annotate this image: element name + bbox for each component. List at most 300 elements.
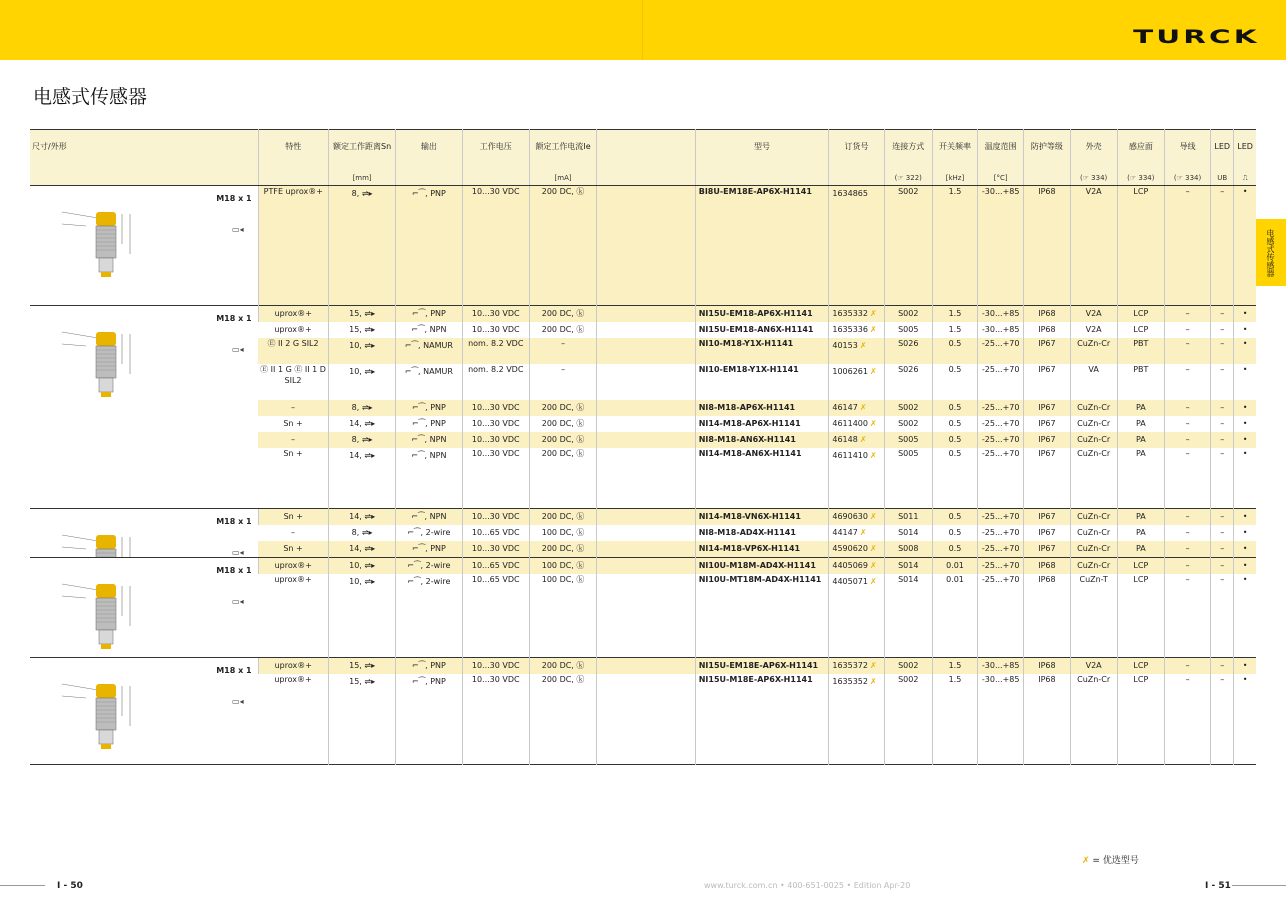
unit-cell xyxy=(462,172,529,186)
current-cell: 100 DC, ⓚ xyxy=(529,557,596,574)
side-tab[interactable]: 电感式传感器 xyxy=(1255,219,1286,286)
output-cell: ⌐⁀, PNP xyxy=(396,416,462,432)
flush-icon: ⇌▸ xyxy=(361,189,373,198)
wire-cell: – xyxy=(1164,400,1210,416)
header-cell: 外壳 xyxy=(1070,130,1117,172)
frequency-cell: 0.5 xyxy=(932,508,977,525)
table-row[interactable] xyxy=(30,508,1256,525)
flush-icon: ⇌▸ xyxy=(364,560,376,570)
turck-logo: TURCK xyxy=(1133,26,1260,48)
frequency-cell: 0.5 xyxy=(932,364,977,400)
range-cell: 10, ⇌▸ xyxy=(328,557,395,574)
face-cell: LCP xyxy=(1117,574,1164,658)
current-cell: 200 DC, ⓚ xyxy=(529,658,596,675)
switch-icon: ⌐⁀, xyxy=(412,309,428,318)
flush-icon: ⇌▸ xyxy=(361,527,373,537)
type-cell: NI15U-M18E-AP6X-H1141 xyxy=(695,674,829,764)
blank-cell xyxy=(597,400,695,416)
output-cell: ⌐⁀, PNP xyxy=(396,400,462,416)
header-cell: 尺寸/外形 xyxy=(30,130,258,172)
unit-cell: ⎍ xyxy=(1234,172,1256,186)
current-cell: 100 DC, ⓚ xyxy=(529,574,596,658)
temperature-cell: -25...+70 xyxy=(978,416,1024,432)
type-cell: NI15U-EM18-AP6X-H1141 xyxy=(695,306,829,323)
unit-cell: (☞ 334) xyxy=(1164,172,1210,186)
temperature-cell: -30...+85 xyxy=(978,674,1024,764)
preferred-mark-icon: ✗ xyxy=(870,309,877,318)
connection-cell: S014 xyxy=(884,525,932,541)
blank-cell xyxy=(597,525,695,541)
frequency-cell: 0.5 xyxy=(932,541,977,558)
unit-cell: (☞ 322) xyxy=(884,172,932,186)
led-ub-cell: – xyxy=(1211,338,1234,364)
connection-cell: S002 xyxy=(884,658,932,675)
housing-cell: VA xyxy=(1070,364,1117,400)
voltage-cell: 10...65 VDC xyxy=(462,557,529,574)
protection-cell: IP68 xyxy=(1024,574,1070,658)
order-cell[interactable]: 1634865 xyxy=(829,186,884,306)
led-switch-cell: • xyxy=(1234,508,1256,525)
temperature-cell: -25...+70 xyxy=(978,364,1024,400)
type-cell: NI14-M18-VP6X-H1141 xyxy=(695,541,829,558)
footer-line-left xyxy=(0,885,45,886)
frequency-cell: 0.5 xyxy=(932,432,977,448)
unit-cell xyxy=(695,172,829,186)
connection-cell: S011 xyxy=(884,508,932,525)
sensor-drawing-cell xyxy=(30,557,258,658)
led-ub-cell: – xyxy=(1211,525,1234,541)
connection-cell: S026 xyxy=(884,338,932,364)
output-cell: ⌐⁀, PNP xyxy=(396,541,462,558)
face-cell: PA xyxy=(1117,541,1164,558)
blank-cell xyxy=(597,306,695,323)
unit-cell: UB xyxy=(1211,172,1234,186)
order-cell[interactable]: 4405069 ✗ xyxy=(829,557,884,574)
order-cell[interactable]: 1635352 ✗ xyxy=(829,674,884,764)
protection-cell: IP68 xyxy=(1024,306,1070,323)
face-cell: PA xyxy=(1117,525,1164,541)
led-ub-cell: – xyxy=(1211,448,1234,508)
led-ub-cell: – xyxy=(1211,400,1234,416)
switch-icon: ⌐⁀, xyxy=(412,677,428,686)
output-cell: ⌐⁀, PNP xyxy=(396,658,462,675)
blank-cell xyxy=(597,186,695,306)
feature-cell: uprox®+ xyxy=(258,306,328,323)
led-switch-cell: • xyxy=(1234,364,1256,400)
protection-cell: IP68 xyxy=(1024,322,1070,338)
frequency-cell: 0.01 xyxy=(932,557,977,574)
sensor-drawing-cell xyxy=(30,508,258,557)
sensor-symbol-icon: ▭◂ xyxy=(232,596,244,606)
connection-cell: S002 xyxy=(884,674,932,764)
face-cell: LCP xyxy=(1117,306,1164,323)
unit-cell xyxy=(396,172,462,186)
frequency-cell: 0.5 xyxy=(932,525,977,541)
housing-cell: CuZn-Cr xyxy=(1070,338,1117,364)
feature-cell: Sn + xyxy=(283,449,303,458)
order-cell[interactable]: 4690630 ✗ xyxy=(829,508,884,525)
led-switch-cell: • xyxy=(1234,400,1256,416)
order-cell[interactable]: 46148 ✗ xyxy=(829,432,884,448)
frequency-cell: 1.5 xyxy=(932,186,977,306)
feature-cell: uprox®+ xyxy=(274,325,312,334)
range-cell: 15, ⇌▸ xyxy=(328,658,395,675)
housing-cell: CuZn-Cr xyxy=(1070,508,1117,525)
blank-cell xyxy=(597,364,695,400)
flush-icon: ⇌▸ xyxy=(364,661,376,670)
switch-icon: ⌐⁀, xyxy=(404,367,421,376)
type-cell: NI10-M18-Y1X-H1141 xyxy=(695,338,829,364)
switch-icon: ⌐⁀, xyxy=(407,527,424,537)
unit-cell xyxy=(1024,172,1070,186)
sensor-symbol-icon: ▭◂ xyxy=(232,345,244,354)
led-ub-cell: – xyxy=(1211,658,1234,675)
switch-icon: ⌐⁀, xyxy=(412,661,428,670)
feature-cell: – xyxy=(291,527,296,537)
preferred-note-text: = 优选型号 xyxy=(1092,856,1139,866)
flush-icon: ⇌▸ xyxy=(364,325,376,334)
feature-cell: PTFE uprox®+ xyxy=(258,186,328,306)
preferred-mark-icon: ✗ xyxy=(859,403,867,412)
feature-cell: – xyxy=(258,400,328,416)
header-cell: 特性 xyxy=(258,130,328,172)
switch-icon: ⌐⁀, xyxy=(407,576,424,586)
type-cell: BI8U-EM18E-AP6X-H1141 xyxy=(695,186,829,306)
protection-cell: IP67 xyxy=(1024,400,1070,416)
face-cell: LCP xyxy=(1117,674,1164,764)
order-cell[interactable]: 4590620 ✗ xyxy=(829,541,884,558)
feature-cell: – xyxy=(258,432,328,448)
housing-cell: CuZn-Cr xyxy=(1070,432,1117,448)
wire-cell: – xyxy=(1164,306,1210,323)
type-cell: NI8-M18-AN6X-H1141 xyxy=(695,432,829,448)
temperature-cell: -25...+70 xyxy=(978,557,1024,574)
frequency-cell: 0.5 xyxy=(932,416,977,432)
size-label: M18 x 1 xyxy=(216,666,252,675)
sensor-symbol-icon: ▭◂ xyxy=(232,225,244,234)
switch-icon: ⌐⁀, xyxy=(412,419,428,428)
temperature-cell: -30...+85 xyxy=(978,186,1024,306)
flush-icon: ⇌▸ xyxy=(361,435,373,444)
size-label: M18 x 1 xyxy=(216,565,252,575)
preferred-mark-icon: ✗ xyxy=(870,451,877,460)
led-ub-cell: – xyxy=(1211,557,1234,574)
sensor-image xyxy=(52,204,142,284)
blank-cell xyxy=(597,557,695,574)
output-cell: ⌐⁀, NAMUR xyxy=(396,338,462,364)
flush-icon: ⇌▸ xyxy=(364,543,376,553)
flush-icon: ⇌▸ xyxy=(361,403,373,412)
range-cell: 15, ⇌▸ xyxy=(328,322,395,338)
protection-cell: IP67 xyxy=(1024,541,1070,558)
header-cell: 订货号 xyxy=(829,130,884,172)
protection-cell: IP68 xyxy=(1024,658,1070,675)
preferred-mark-icon: ✗ xyxy=(870,325,877,334)
blank-cell xyxy=(597,432,695,448)
footer-line-right xyxy=(1232,885,1286,886)
order-cell[interactable]: 44147 ✗ xyxy=(829,525,884,541)
current-cell: 200 DC, ⓚ xyxy=(529,322,596,338)
feature-cell: uprox®+ xyxy=(274,675,312,684)
switch-icon: ⌐⁀, xyxy=(411,451,428,460)
sensor-drawing-cell xyxy=(30,658,258,765)
unit-cell: [°C] xyxy=(978,172,1024,186)
housing-cell: CuZn-Cr xyxy=(1070,674,1117,764)
output-cell: ⌐⁀, 2-wire xyxy=(396,574,462,658)
type-cell: NI10U-M18M-AD4X-H1141 xyxy=(695,557,829,574)
footer-contact[interactable]: www.turck.com.cn • 400-651-0025 • Edition Apr-20 xyxy=(704,881,911,890)
led-switch-cell: • xyxy=(1234,338,1256,364)
housing-cell: CuZn-Cr xyxy=(1070,557,1117,574)
led-switch-cell: • xyxy=(1234,186,1256,306)
current-cell: 200 DC, ⓚ xyxy=(529,508,596,525)
connection-cell: S014 xyxy=(884,574,932,658)
voltage-cell: 10...30 VDC xyxy=(462,448,529,508)
sensor-symbol-icon: ▭◂ xyxy=(232,697,244,706)
order-cell[interactable]: 4611400 ✗ xyxy=(829,416,884,432)
housing-cell: CuZn-Cr xyxy=(1070,400,1117,416)
type-cell: NI8-M18-AD4X-H1141 xyxy=(695,525,829,541)
header-cell: 输出 xyxy=(396,130,462,172)
feature-cell: uprox®+ xyxy=(274,574,312,584)
order-cell[interactable]: 40153 ✗ xyxy=(829,338,884,364)
feature-cell: Ⓔ II 2 G SIL2 xyxy=(258,338,328,364)
preferred-mark-icon: ✗ xyxy=(870,576,877,586)
type-cell: NI10U-MT18M-AD4X-H1141 xyxy=(695,574,829,658)
wire-cell: – xyxy=(1164,338,1210,364)
voltage-cell: 10...30 VDC xyxy=(462,400,529,416)
wire-cell: – xyxy=(1164,416,1210,432)
protection-cell: IP67 xyxy=(1024,416,1070,432)
output-cell: ⌐⁀, 2-wire xyxy=(396,525,462,541)
type-cell: NI14-M18-VN6X-H1141 xyxy=(695,508,829,525)
frequency-cell: 0.5 xyxy=(932,448,977,508)
table-row[interactable] xyxy=(30,557,1256,574)
order-cell[interactable]: 1635336 ✗ xyxy=(829,322,884,338)
unit-cell xyxy=(30,172,258,186)
unit-cell: (☞ 334) xyxy=(1117,172,1164,186)
led-switch-cell: • xyxy=(1234,322,1256,338)
output-cell: ⌐⁀, NPN xyxy=(396,448,462,508)
sensor-image xyxy=(52,576,142,656)
flush-icon: ⇌▸ xyxy=(364,341,376,350)
led-ub-cell: – xyxy=(1211,364,1234,400)
range-cell: 10, ⇌▸ xyxy=(328,574,395,658)
header-cell: 额定工作电流Ie xyxy=(529,130,596,172)
switch-icon: ⌐⁀, xyxy=(412,403,428,412)
current-cell: 200 DC, ⓚ xyxy=(529,432,596,448)
type-cell: NI10-EM18-Y1X-H1141 xyxy=(695,364,829,400)
wire-cell: – xyxy=(1164,658,1210,675)
range-cell: 8, ⇌▸ xyxy=(328,432,395,448)
face-cell: LCP xyxy=(1117,658,1164,675)
temperature-cell: -25...+70 xyxy=(978,508,1024,525)
face-cell: PA xyxy=(1117,400,1164,416)
preferred-mark-icon: ✗ xyxy=(870,560,877,570)
face-cell: PA xyxy=(1117,448,1164,508)
unit-cell: [kHz] xyxy=(932,172,977,186)
flush-icon: ⇌▸ xyxy=(364,309,376,318)
protection-cell: IP67 xyxy=(1024,364,1070,400)
preferred-mark-icon: ✗ xyxy=(870,367,877,376)
blank-cell xyxy=(597,448,695,508)
range-cell: 15, ⇌▸ xyxy=(328,306,395,323)
wire-cell: – xyxy=(1164,364,1210,400)
range-cell: 14, ⇌▸ xyxy=(328,541,395,558)
switch-icon: ⌐⁀, xyxy=(407,560,424,570)
voltage-cell: nom. 8.2 VDC xyxy=(462,364,529,400)
housing-cell: CuZn-Cr xyxy=(1070,448,1117,508)
temperature-cell: -30...+85 xyxy=(978,306,1024,323)
wire-cell: – xyxy=(1164,574,1210,658)
preferred-mark-icon: ✗ xyxy=(859,435,867,444)
connection-cell: S002 xyxy=(884,306,932,323)
protection-cell: IP67 xyxy=(1024,448,1070,508)
voltage-cell: 10...30 VDC xyxy=(462,186,529,306)
temperature-cell: -30...+85 xyxy=(978,658,1024,675)
wire-cell: – xyxy=(1164,432,1210,448)
switch-icon: ⌐⁀, xyxy=(412,543,428,553)
temperature-cell: -25...+70 xyxy=(978,574,1024,658)
unit-cell: (☞ 334) xyxy=(1070,172,1117,186)
range-cell: 8, ⇌▸ xyxy=(328,186,395,306)
housing-cell: V2A xyxy=(1070,186,1117,306)
unit-cell: [mm] xyxy=(328,172,395,186)
switch-icon: ⌐⁀, xyxy=(412,189,428,198)
face-cell: PA xyxy=(1117,416,1164,432)
output-cell: ⌐⁀, NPN xyxy=(396,432,462,448)
connection-cell: S002 xyxy=(884,416,932,432)
current-cell: 200 DC, ⓚ xyxy=(529,541,596,558)
type-cell: NI14-M18-AN6X-H1141 xyxy=(695,448,829,508)
switch-icon: ⌐⁀, xyxy=(411,325,428,334)
order-cell[interactable]: 46147 ✗ xyxy=(829,400,884,416)
current-cell: – xyxy=(529,338,596,364)
housing-cell: CuZn-Cr xyxy=(1070,541,1117,558)
face-cell: LCP xyxy=(1117,186,1164,306)
wire-cell: – xyxy=(1164,525,1210,541)
voltage-cell: 10...30 VDC xyxy=(462,508,529,525)
preferred-mark-icon: ✗ xyxy=(870,419,877,428)
voltage-cell: 10...30 VDC xyxy=(462,674,529,764)
blank-cell xyxy=(597,674,695,764)
range-cell: 14, ⇌▸ xyxy=(328,416,395,432)
header-cell: 温度范围 xyxy=(978,130,1024,172)
led-switch-cell: • xyxy=(1234,448,1256,508)
table-row[interactable] xyxy=(30,658,1256,675)
housing-cell: CuZn-T xyxy=(1070,574,1117,658)
face-cell: PA xyxy=(1117,508,1164,525)
range-cell: 14, ⇌▸ xyxy=(328,448,395,508)
table-row[interactable] xyxy=(30,306,1256,323)
face-cell: PA xyxy=(1117,432,1164,448)
connection-cell: S008 xyxy=(884,541,932,558)
led-switch-cell: • xyxy=(1234,658,1256,675)
output-cell: ⌐⁀, PNP xyxy=(396,186,462,306)
connection-cell: S005 xyxy=(884,322,932,338)
range-cell: 8, ⇌▸ xyxy=(328,400,395,416)
header-cell: 防护等级 xyxy=(1024,130,1070,172)
blank-cell xyxy=(597,338,695,364)
connection-cell: S005 xyxy=(884,432,932,448)
preferred-note xyxy=(1082,853,1139,866)
page-number-right: I - 51 xyxy=(1205,881,1231,891)
header-cell: 感应面 xyxy=(1117,130,1164,172)
banner-divider xyxy=(642,0,643,60)
unit-cell xyxy=(258,172,328,186)
type-cell: NI15U-EM18-AN6X-H1141 xyxy=(695,322,829,338)
led-switch-cell: • xyxy=(1234,525,1256,541)
preferred-mark-icon: ✗ xyxy=(859,341,867,350)
connection-cell: S026 xyxy=(884,364,932,400)
frequency-cell: 0.5 xyxy=(932,338,977,364)
voltage-cell: 10...30 VDC xyxy=(462,432,529,448)
frequency-cell: 1.5 xyxy=(932,322,977,338)
connection-cell: S014 xyxy=(884,557,932,574)
range-cell: 8, ⇌▸ xyxy=(328,525,395,541)
header-cell: 额定工作距离Sn xyxy=(328,130,395,172)
preferred-mark-icon: ✗ xyxy=(859,527,867,537)
range-cell: 14, ⇌▸ xyxy=(328,508,395,525)
range-cell: 10, ⇌▸ xyxy=(328,338,395,364)
order-cell[interactable]: 4611410 ✗ xyxy=(829,448,884,508)
wire-cell: – xyxy=(1164,541,1210,558)
feature-cell: Ⓔ II 1 G Ⓔ II 1 D SIL2 xyxy=(260,365,326,385)
preferred-mark-icon: ✗ xyxy=(870,677,877,686)
type-cell: NI14-M18-AP6X-H1141 xyxy=(695,416,829,432)
wire-cell: – xyxy=(1164,448,1210,508)
led-ub-cell: – xyxy=(1211,508,1234,525)
size-label: M18 x 1 xyxy=(216,194,252,203)
blank-cell xyxy=(597,416,695,432)
led-ub-cell: – xyxy=(1211,541,1234,558)
preferred-mark-icon: ✗ xyxy=(1082,856,1090,866)
header-cell: 型号 xyxy=(695,130,829,172)
switch-icon: ⌐⁀, xyxy=(411,435,428,444)
sensor-drawing-cell xyxy=(30,186,258,306)
order-cell[interactable]: 1635372 ✗ xyxy=(829,658,884,675)
range-cell: 15, ⇌▸ xyxy=(328,674,395,764)
output-cell: ⌐⁀, NPN xyxy=(396,322,462,338)
wire-cell: – xyxy=(1164,508,1210,525)
led-switch-cell: • xyxy=(1234,541,1256,558)
frequency-cell: 0.01 xyxy=(932,574,977,658)
blank-cell xyxy=(597,574,695,658)
current-cell: 100 DC, ⓚ xyxy=(529,525,596,541)
order-cell[interactable]: 1635332 ✗ xyxy=(829,306,884,323)
unit-cell: [mA] xyxy=(529,172,596,186)
feature-cell: Sn + xyxy=(258,541,328,558)
order-cell[interactable]: 1006261 ✗ xyxy=(829,364,884,400)
header-cell: 连接方式 xyxy=(884,130,932,172)
current-cell: 200 DC, ⓚ xyxy=(529,186,596,306)
page-number-left: I - 50 xyxy=(57,881,83,891)
voltage-cell: 10...65 VDC xyxy=(462,574,529,658)
led-ub-cell: – xyxy=(1211,432,1234,448)
order-cell[interactable]: 4405071 ✗ xyxy=(829,574,884,658)
face-cell: PBT xyxy=(1117,338,1164,364)
blank-cell xyxy=(597,322,695,338)
connection-cell: S002 xyxy=(884,186,932,306)
range-cell: 10, ⇌▸ xyxy=(328,364,395,400)
sensor-drawing-cell xyxy=(30,306,258,509)
temperature-cell: -25...+70 xyxy=(978,400,1024,416)
table-row[interactable] xyxy=(30,186,1256,306)
housing-cell: V2A xyxy=(1070,322,1117,338)
size-label: M18 x 1 xyxy=(216,516,252,526)
header-cell xyxy=(597,130,695,172)
housing-cell: V2A xyxy=(1070,658,1117,675)
